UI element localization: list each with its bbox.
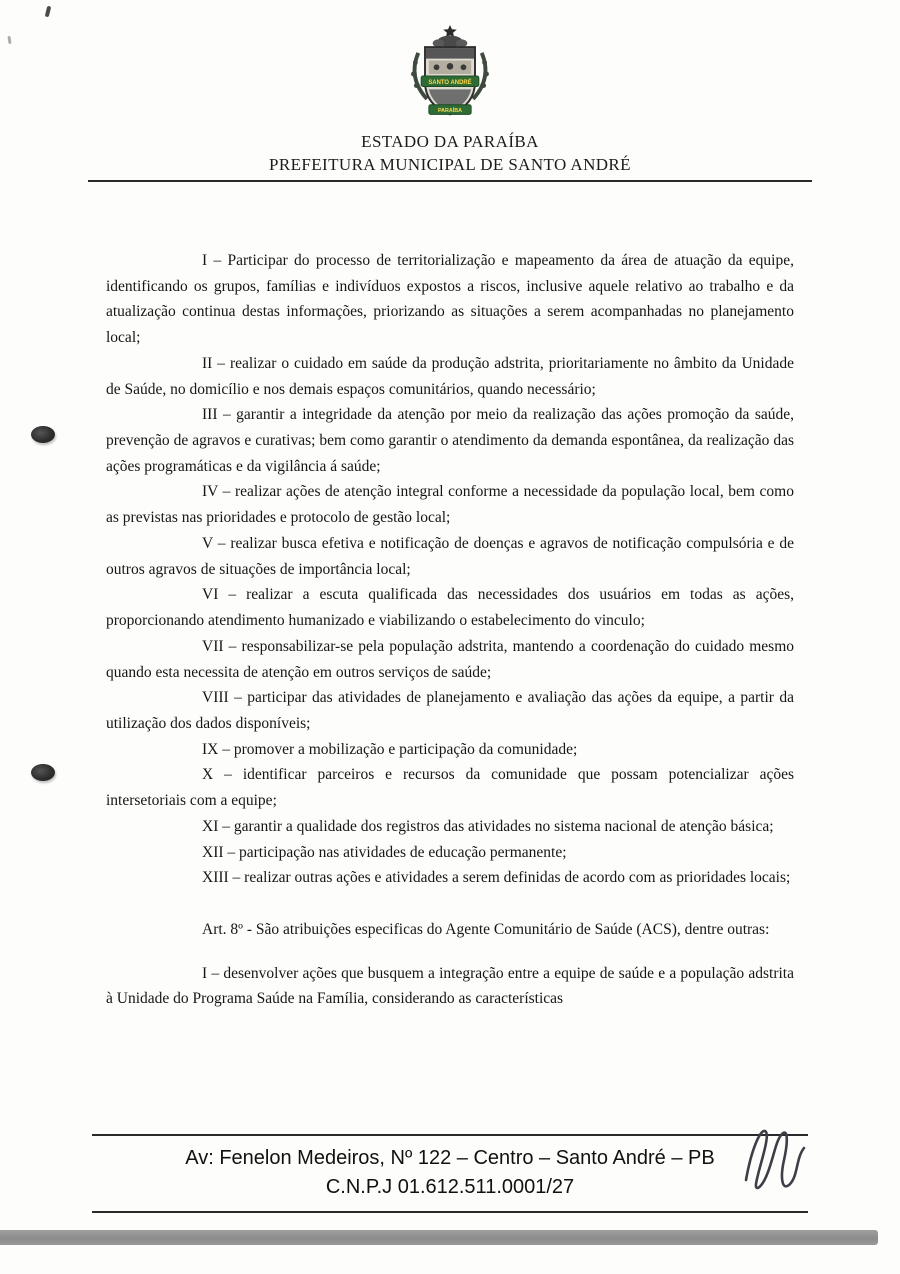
body-paragraph-ii: II – realizar o cuidado em saúde da produção adstrita, prioritariamente no âmbito da Unidade de Saúde, no domicílio e nos demais espaços comunitários, quando necessário; [106, 354, 794, 398]
document-masthead [0, 0, 900, 182]
footer-cnpj: C.N.P.J 01.612.511.0001/27 [325, 1176, 575, 1198]
body-paragraph-xiii: XIII – realizar outras ações e atividades a serem definidas de acordo com as prioridades locais; [202, 869, 791, 887]
body-paragraph-iv: IV – realizar ações de atenção integral conforme a necessidade da população local, bem como as previstas nas prioridades e protocolo de gestão local; [106, 483, 794, 527]
coat-of-arms-icon [402, 24, 498, 124]
article-8-heading: Art. 8º - São atribuições especificas do Agente Comunitário de Saúde (ACS), dentre outras: [202, 920, 770, 938]
hole-punch-mark [31, 426, 55, 443]
header-divider [88, 180, 812, 182]
body-paragraph-i: I – Participar do processo de territorialização e mapeamento da área de atuação da equipe, identificando os grupos, famílias e indivíduos expostos a riscos, inclusive aquele relativo ao trabalho e da atualização continua destas informações, priorizando as situações a serem acompanhadas no planejamento local; [106, 252, 794, 347]
body-paragraph-v: V – realizar busca efetiva e notificação de doenças e agravos de notificação compulsória e de outros agravos de situações de importância local; [106, 534, 794, 578]
crest-banner-bottom: PARAÍBA [437, 108, 463, 115]
body-paragraph-iii: III – garantir a integridade da atenção por meio da realização das ações promoção da saúde, prevenção de agravos e curativas; bem como garantir o atendimento da demanda espontânea, da realização das ações programáticas e da vigilância á saúde; [106, 406, 794, 475]
body-paragraph-ix: IX – promover a mobilização e participação da comunidade; [202, 740, 578, 758]
body-paragraph-xii: XII – participação nas atividades de educação permanente; [202, 843, 567, 861]
scan-edge-artifact [0, 1230, 878, 1245]
body-paragraph-viii: VIII – participar das atividades de planejamento e avaliação das ações da equipe, a partir da utilização dos dados disponíveis; [106, 689, 794, 732]
hole-punch-mark [31, 764, 55, 781]
state-title: ESTADO DA PARAÍBA [361, 132, 539, 151]
body-paragraph-vi: VI – realizar a escuta qualificada das necessidades dos usuários em todas as ações, proporcionando atendimento humanizado e viabilizando o estabelecimento do vinculo; [106, 586, 794, 630]
body-paragraph-vii: VII – responsabilizar-se pela população adstrita, mantendo a coordenação do cuidado mesmo quando esta necessita de atenção em outros serviços de saúde; [106, 637, 794, 681]
body-paragraph-x: X – identificar parceiros e recursos da comunidade que possam potencializar ações intersetoriais com a equipe; [106, 766, 794, 810]
document-body [106, 248, 794, 1012]
footer-address: Av: Fenelon Medeiros, Nº 122 – Centro – Santo André – PB [185, 1147, 715, 1169]
body-paragraph-acs-i: I – desenvolver ações que busquem a integração entre a equipe de saúde e a população adstrita à Unidade do Programa Saúde na Família, considerando as características [106, 964, 794, 1008]
municipality-title: PREFEITURA MUNICIPAL DE SANTO ANDRÉ [269, 155, 631, 174]
body-paragraph-xi: XI – garantir a qualidade dos registros das atividades no sistema nacional de atenção básica; [202, 817, 774, 835]
handwritten-signature [732, 1118, 824, 1206]
footer [92, 1134, 808, 1213]
crest-banner-top: SANTO ANDRÉ [428, 80, 472, 87]
